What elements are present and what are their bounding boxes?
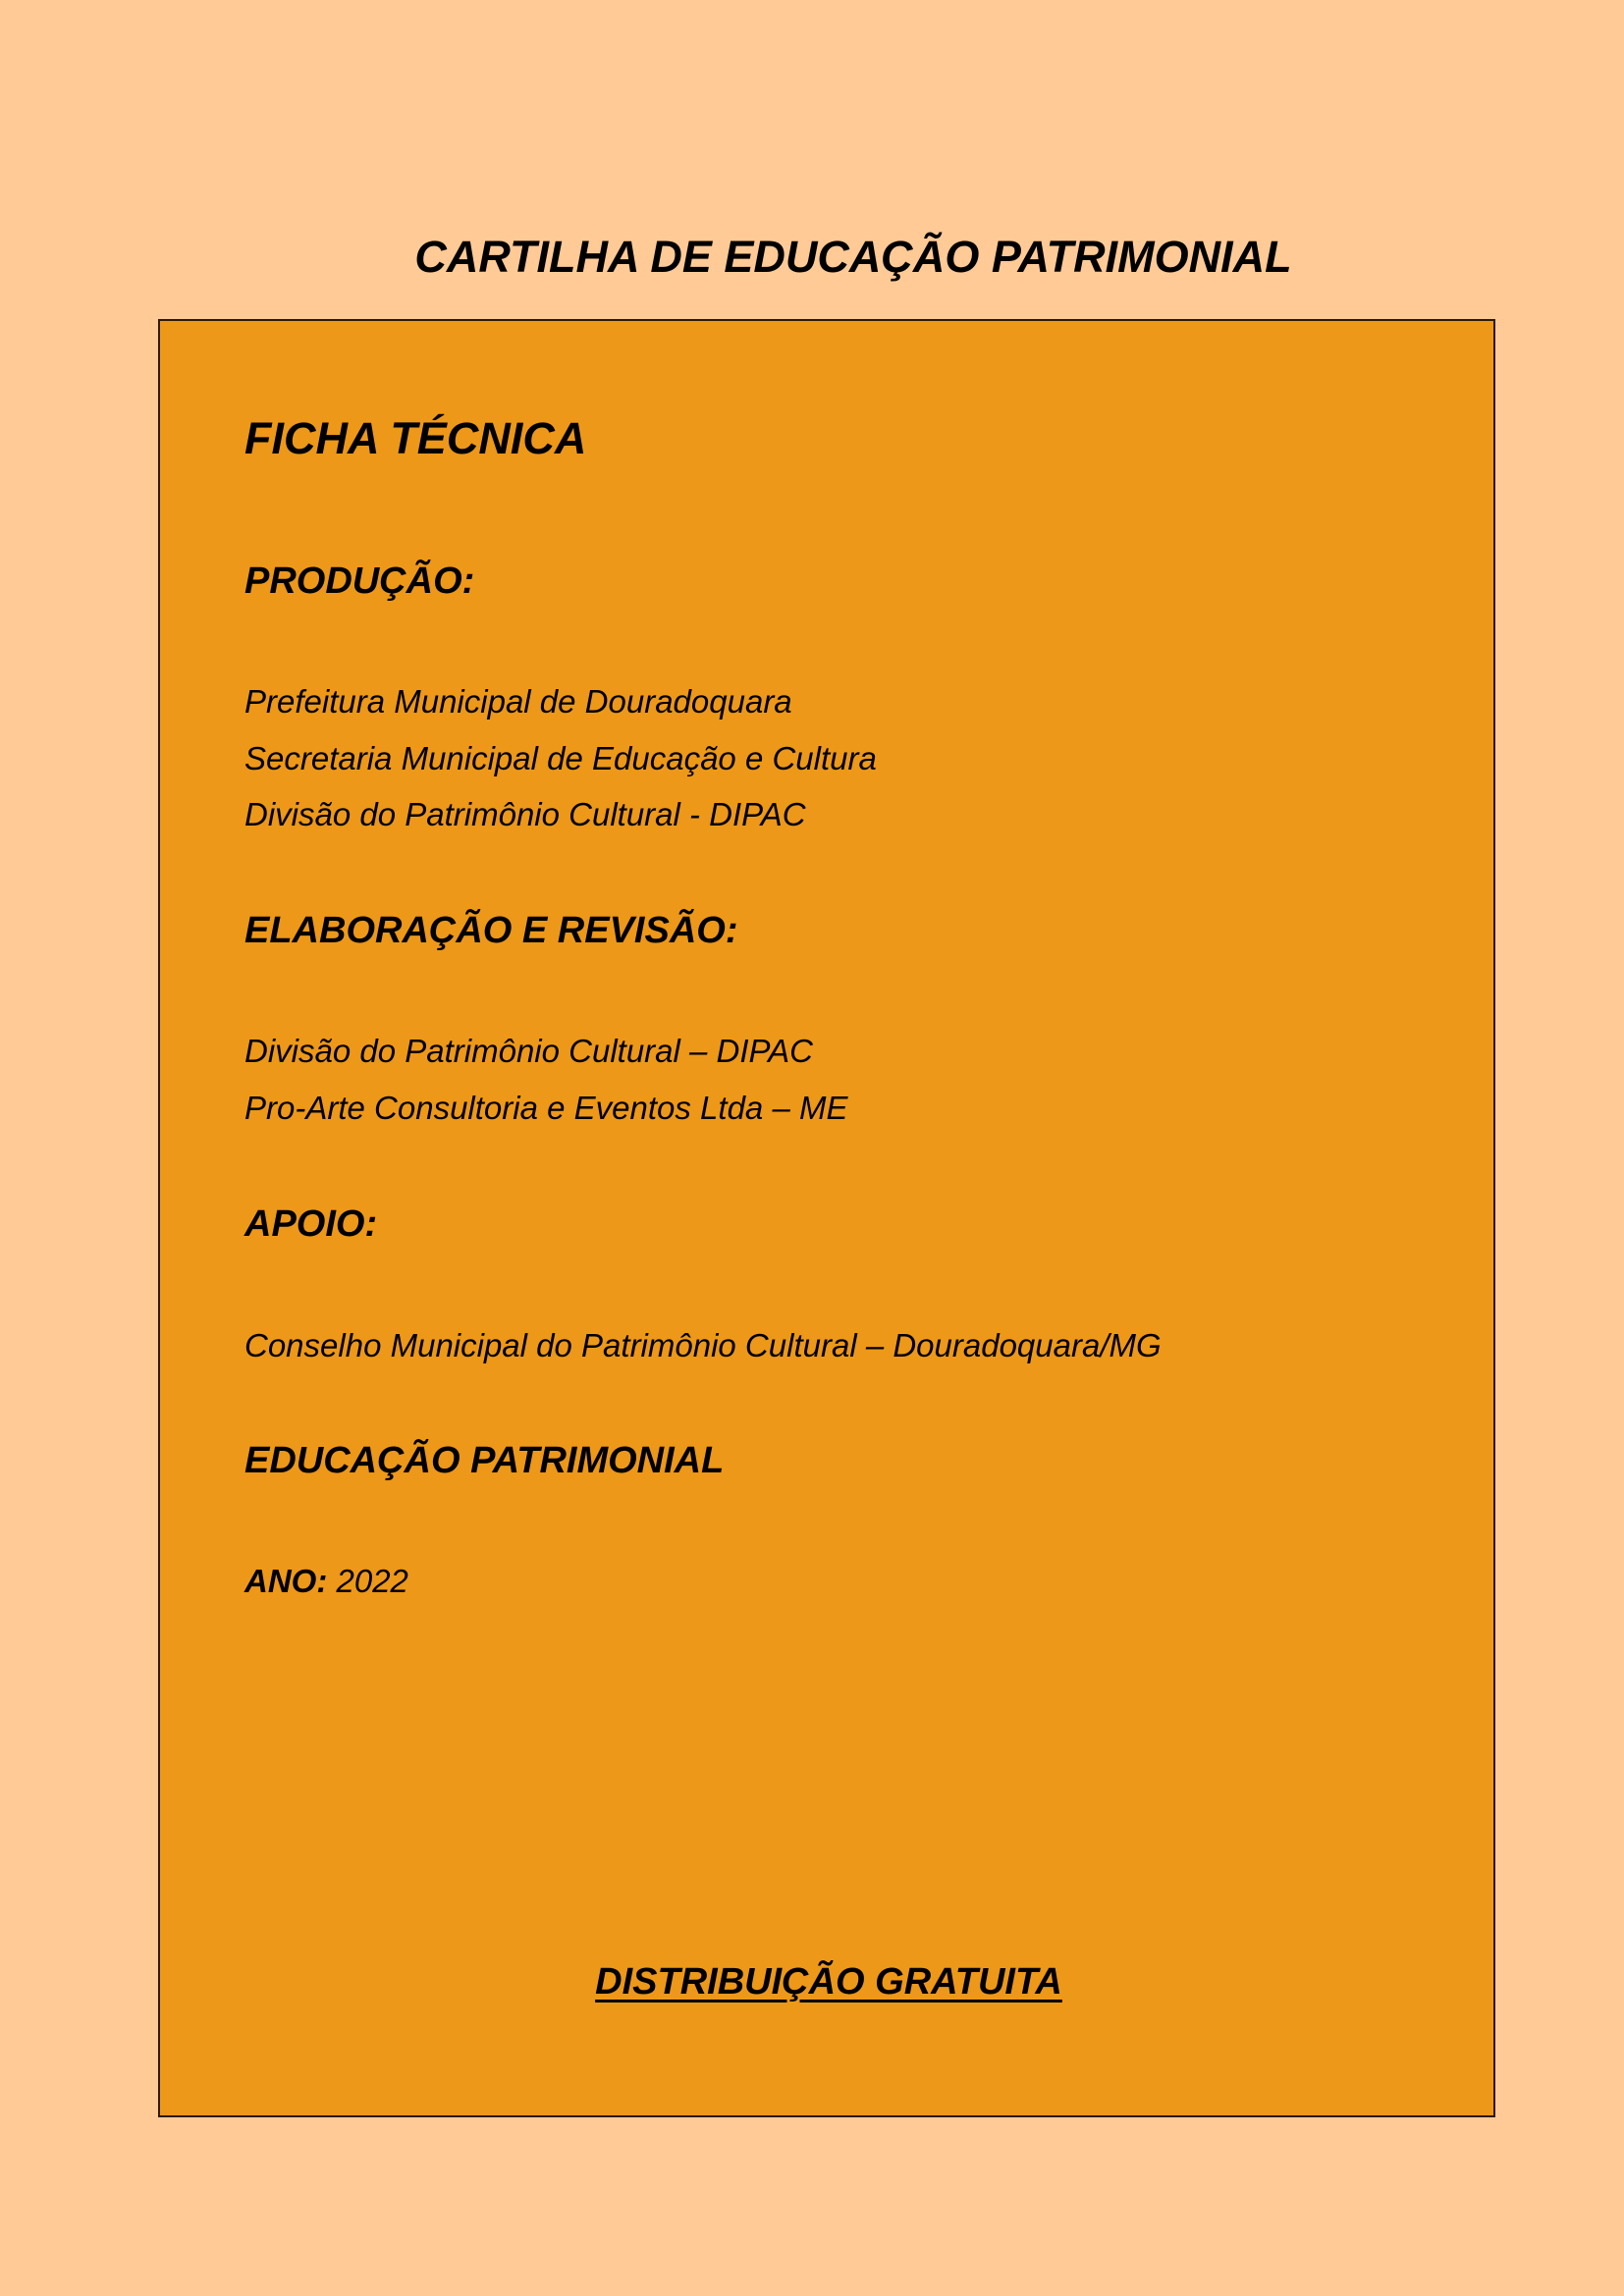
- year-label: ANO:: [244, 1563, 328, 1599]
- support-line: Conselho Municipal do Patrimônio Cultural – Douradoquara/MG: [244, 1327, 1162, 1363]
- technical-sheet-card: [158, 319, 1495, 2117]
- elaboration-review-heading: ELABORAÇÃO E REVISÃO:: [244, 910, 738, 951]
- year-line: [244, 1560, 408, 1603]
- elaboration-line: Divisão do Patrimônio Cultural – DIPAC: [244, 1033, 813, 1069]
- free-distribution-notice: DISTRIBUIÇÃO GRATUITA: [595, 1961, 1062, 2002]
- technical-sheet-heading: FICHA TÉCNICA: [244, 413, 587, 463]
- production-line: Prefeitura Municipal de Douradoquara: [244, 683, 792, 720]
- elaboration-line: Pro-Arte Consultoria e Eventos Ltda – ME: [244, 1090, 848, 1126]
- production-line: Secretaria Municipal de Educação e Cultura: [244, 740, 877, 776]
- production-line: Divisão do Patrimônio Cultural - DIPAC: [244, 796, 806, 832]
- heritage-education-heading: EDUCAÇÃO PATRIMONIAL: [244, 1440, 725, 1481]
- year-value: 2022: [336, 1563, 408, 1599]
- document-title: CARTILHA DE EDUCAÇÃO PATRIMONIAL: [414, 232, 1292, 282]
- production-heading: PRODUÇÃO:: [244, 561, 475, 602]
- support-heading: APOIO:: [244, 1203, 378, 1245]
